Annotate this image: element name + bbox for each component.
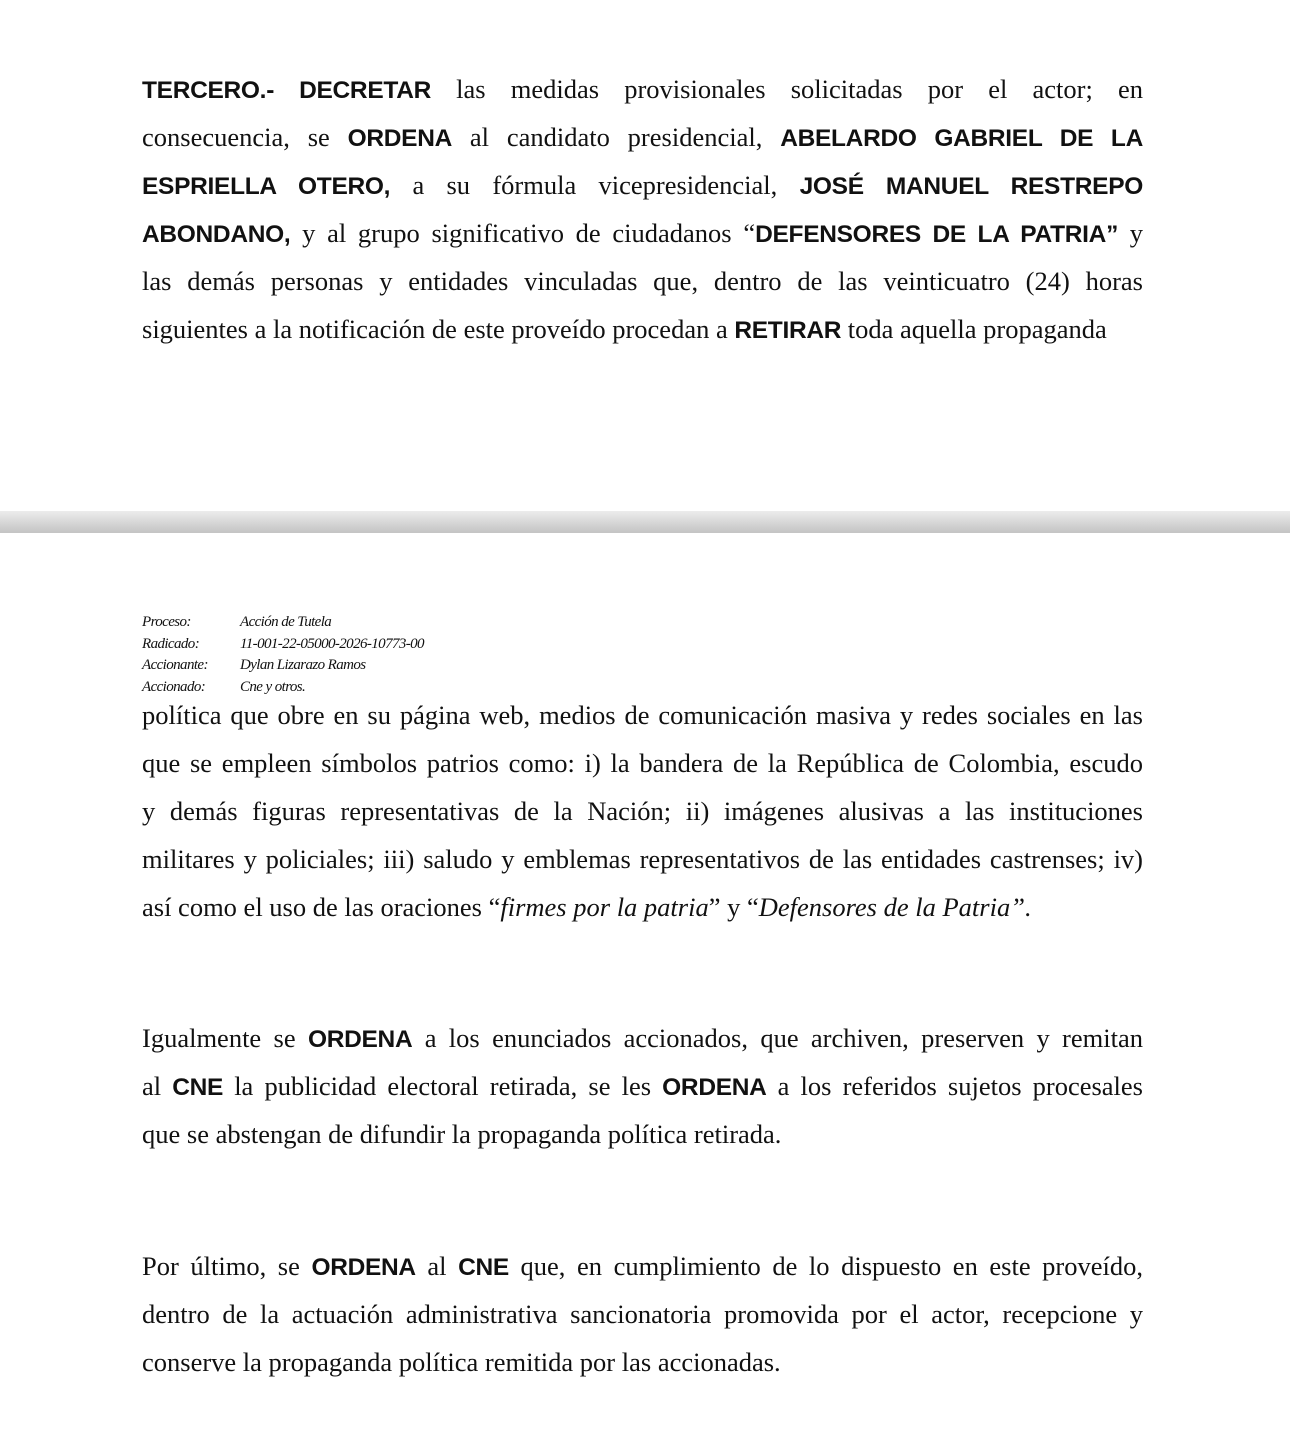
bold-text-run: RETIRAR: [734, 317, 842, 344]
text-run: consecuencia, se: [142, 122, 348, 152]
text-line: [142, 739, 1143, 787]
text-run: y demás figuras representativas de la Nación; ii) imágenes alusivas a las instituciones: [142, 796, 1143, 826]
text-run: Igualmente se: [142, 1023, 308, 1053]
text-line: [142, 1110, 1143, 1158]
bold-text-run: TERCERO.- DECRETAR: [142, 77, 431, 104]
bold-text-run: CNE: [172, 1074, 224, 1101]
text-run: conserve la propaganda política remitida por las accionadas.: [142, 1347, 781, 1377]
text-run: al candidato presidencial,: [452, 122, 781, 152]
case-header-value: Dylan Lizarazo Ramos: [240, 657, 366, 673]
text-run: política que obre en su página web, medios de comunicación masiva y redes sociales en las: [142, 700, 1143, 730]
text-run: a su fórmula vicepresidencial,: [390, 170, 800, 200]
text-run: siguientes a la notificación de este proveído procedan a: [142, 314, 735, 344]
text-line: [142, 161, 1143, 209]
case-header-row-radicado: [142, 634, 424, 656]
bold-text-run: ORDENA: [307, 1026, 413, 1053]
text-run: que, en cumplimiento de lo dispuesto en este proveído,: [508, 1251, 1144, 1281]
text-line: [142, 883, 1143, 931]
text-run: que se abstengan de difundir la propaganda política retirada.: [142, 1119, 782, 1149]
case-header-label: Radicado:: [142, 635, 200, 652]
text-run: Por último, se: [142, 1251, 312, 1281]
case-header-label: Accionado:: [142, 678, 206, 695]
text-run: ” y “: [708, 892, 759, 922]
text-run: a los referidos sujetos procesales: [766, 1071, 1143, 1101]
bold-text-run: ORDENA: [311, 1254, 416, 1281]
text-line: [142, 787, 1143, 835]
document-page-1: [0, 0, 1290, 511]
text-line: [142, 257, 1143, 305]
case-header-value: Cne y otros.: [240, 678, 306, 695]
bold-text-run: ORDENA: [347, 125, 453, 152]
text-run: y al grupo significativo de ciudadanos “: [290, 218, 756, 248]
case-header-label: Proceso:: [142, 614, 191, 630]
text-run: al: [415, 1251, 459, 1281]
text-line: [142, 1062, 1143, 1110]
text-line: [142, 209, 1143, 257]
text-line: [142, 305, 1143, 353]
text-line: [142, 65, 1143, 113]
text-line: [142, 1338, 1143, 1386]
text-run: que se empleen símbolos patrios como: i) la bandera de la República de Colombia, escudo: [142, 748, 1143, 778]
bold-text-run: ORDENA: [662, 1074, 767, 1101]
bold-text-run: ABONDANO,: [142, 221, 291, 248]
paragraph-igualmente: [142, 1014, 1143, 1158]
case-header-label: Accionante:: [142, 657, 208, 673]
case-header-value: 11-001-22-05000-2026-10773-00: [240, 635, 424, 652]
page-separator: [0, 511, 1290, 533]
text-run: dentro de la actuación administrativa sancionatoria promovida por el actor, recepcione y: [142, 1299, 1143, 1329]
case-header: [142, 612, 424, 698]
text-line: [142, 113, 1143, 161]
paragraph-ultimo: [142, 1242, 1143, 1386]
case-header-value: Acción de Tutela: [240, 614, 332, 630]
bold-text-run: JOSÉ MANUEL RESTREPO: [799, 173, 1143, 200]
italic-text-run: firmes por la patria: [500, 892, 709, 922]
bold-text-run: ABELARDO GABRIEL DE LA: [780, 125, 1143, 152]
bold-text-run: DEFENSORES DE LA PATRIA”: [755, 221, 1119, 248]
paragraph-tercero: [142, 65, 1143, 353]
case-header-row-proceso: [142, 612, 424, 634]
text-run: a los enunciados accionados, que archiven, preserven y remitan: [412, 1023, 1143, 1053]
text-line: [142, 1014, 1143, 1062]
italic-text-run: Defensores de la Patria”.: [758, 892, 1032, 922]
text-line: [142, 835, 1143, 883]
paragraph-politica: [142, 691, 1143, 931]
text-run: las demás personas y entidades vinculadas que, dentro de las veinticuatro (24) horas: [142, 266, 1143, 296]
bold-text-run: ESPRIELLA OTERO,: [142, 173, 391, 200]
text-run: así como el uso de las oraciones “: [142, 892, 501, 922]
bold-text-run: CNE: [458, 1254, 509, 1281]
text-run: militares y policiales; iii) saludo y emblemas representativos de las entidades castrenses; iv): [142, 844, 1143, 874]
text-run: al: [142, 1071, 173, 1101]
text-run: y: [1118, 218, 1144, 248]
text-run: toda aquella propaganda: [841, 314, 1107, 344]
text-line: [142, 1242, 1143, 1290]
text-run: la publicidad electoral retirada, se les: [223, 1071, 663, 1101]
text-line: [142, 1290, 1143, 1338]
case-header-row-accionante: [142, 655, 424, 677]
text-run: las medidas provisionales solicitadas por el actor; en: [431, 74, 1143, 104]
text-line: [142, 691, 1143, 739]
